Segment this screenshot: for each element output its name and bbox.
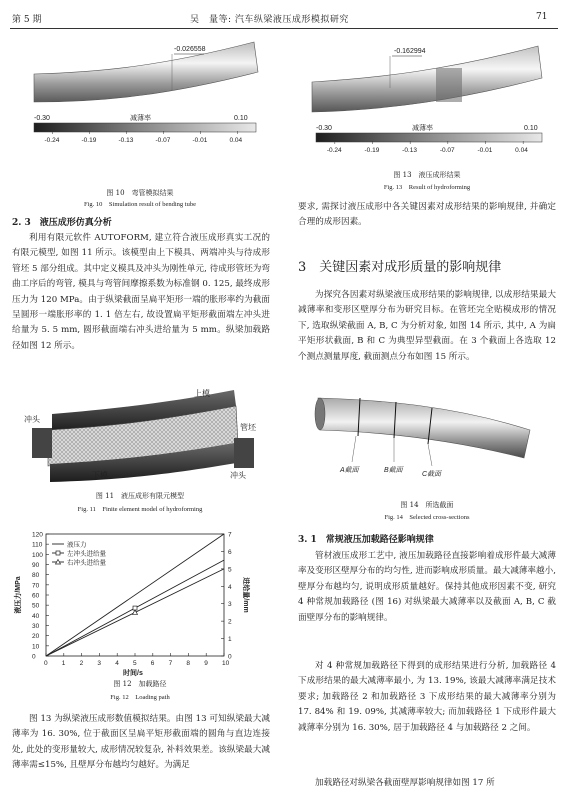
legend-label: 液压力 [67, 541, 87, 549]
scale-tick-label: -0.07 [155, 137, 171, 144]
x-tick-label: 4 [115, 660, 119, 667]
legend-label: 右冲头进给量 [67, 559, 106, 567]
y2-tick-label: 1 [228, 636, 232, 644]
x-tick-label: 5 [133, 660, 137, 667]
scale-tick-label: -0.01 [192, 137, 208, 144]
page-number: 71 [536, 12, 548, 22]
right-top-paragraph: 要求, 需探讨液压成形中各关键因素对成形结果的影响规律, 并确定合理的成形因素。 [298, 202, 556, 228]
y2-axis-label: 进给量/mm [242, 577, 249, 613]
series-marker-triangle [133, 610, 138, 615]
fig13-scale-title: 减薄率 [412, 125, 433, 132]
fig10-scale-ticks [45, 131, 243, 144]
y-tick-label: 20 [32, 633, 40, 641]
fig12-caption-en: Fig. 12 Loading path [110, 694, 170, 701]
running-title: 吴 量等: 汽车纵梁液压成形模拟研究 [190, 15, 349, 25]
x-tick-label: 0 [44, 660, 48, 667]
section-3-paragraph: 为探究各因素对纵梁液压成形结果的影响规律, 以成形结果最大减薄率和变形区壁厚分布为研究目标。在管坯完全贴模成形的情况下, 选取纵梁截面 A, B, C 为分析对象, 如图 14 所示, 其中, A 为扁平矩形状截面, B 和 C 为典型异型截面。在 3 个截面上各选取 12 个测点测量厚度, 截面测点分布如图 15 所示。 [298, 290, 556, 362]
fig14-caption-en: Fig. 14 Selected cross-sections [384, 514, 470, 521]
fig10-caption-en: Fig. 10 Simulation result of bending tube [84, 201, 196, 208]
y2-tick-label: 5 [228, 566, 232, 574]
fig14-label-a: A截面 [340, 467, 359, 474]
scale-tick-label: -0.19 [81, 137, 97, 144]
section-2-3-heading: 2. 3 液压成形仿真分析 [12, 218, 112, 228]
scale-tick-label: -0.19 [364, 147, 380, 154]
y-tick-label: 50 [32, 602, 40, 610]
figure-10 [12, 36, 268, 186]
y-tick-label: 30 [32, 623, 40, 630]
x-tick-label: 9 [204, 660, 208, 667]
x-tick-label: 7 [168, 660, 173, 667]
fe-model-image [22, 388, 262, 484]
figure-11 [22, 388, 262, 484]
fig11-caption-en: Fig. 11 Finite element model of hydroforming [77, 506, 203, 513]
section-3-1-paragraph-3: 加载路径对纵梁各截面壁厚影响规律如图 17 所 [315, 778, 495, 788]
fig10-color-scale [34, 123, 256, 132]
header-rule [10, 28, 558, 29]
x-tick-label: 1 [61, 660, 66, 667]
section-2-3-paragraph: 利用有限元软件 AUTOFORM, 建立符合液压成形真实工况的有限元模型, 如图 11 所示。该模型由上下模具、两端冲头与待成形管坯 5 部分组成。其中定义模具及冲头为刚性单元, 待成形管坯为弯曲工序后的弯管, 模具与弯管间摩擦系数为标准钢 0. 125, 最终成形压力为 120 MPa。由于纵梁截面呈扁平矩形一端的胀形率约为截面呈圆形一端胀形率的 1. 1 倍左右, 故设置扁平矩形截面端左冲头进给量为 5. 5 mm, 圆形截面端右冲头进给量为 5 mm。纵梁加载路径如图 12 所示。 [12, 233, 270, 351]
y-tick-label: 40 [32, 612, 40, 620]
y2-tick-label: 4 [228, 583, 232, 591]
figure-14 [304, 386, 544, 496]
fig14-label-c: C截面 [422, 471, 442, 478]
section-3-1-heading: 3. 1 常规液压加载路径影响规律 [298, 535, 434, 545]
x-axis-label: 时间/s [123, 670, 143, 677]
y-tick-label: 70 [32, 582, 40, 590]
fig13-scale-min: -0.30 [316, 125, 332, 132]
legend-label: 左冲头进给量 [67, 550, 106, 558]
fig10-caption-cn: 图 10 弯管模拟结果 [106, 189, 174, 197]
fig14-caption-cn: 图 14 所选截面 [400, 501, 454, 509]
y2-tick-label: 7 [228, 531, 232, 539]
section-3-1-paragraph-2: 对 4 种常规加载路径下得到的成形结果进行分析, 加载路径 4 下成形结果的最大减薄率最小, 为 13. 19%, 该最大减薄率满足技术要求; 加载路径 2 和加载路径 3 下成形结果的最大减薄率分别为 17. 84% 和 19. 09%, 其减薄率较大; 而加载路径 1 下成形件最大减薄率分别为 16. 30%, 居于加载路径 4 与加载路径 2 之间。 [298, 661, 556, 733]
y-tick-label: 120 [32, 531, 43, 539]
figure-13 [298, 36, 556, 166]
fig11-caption-cn: 图 11 液压成形有限元模型 [95, 492, 185, 500]
section-3-heading: 3 关键因素对成形质量的影响规律 [298, 260, 502, 275]
fig10-scale-max: 0.10 [234, 115, 248, 122]
y-tick-label: 0 [32, 653, 36, 661]
bending-tube-image [12, 36, 268, 186]
y-tick-label: 10 [32, 643, 40, 651]
scale-tick-label: 0.04 [515, 147, 528, 154]
fig11-label-punch-left: 冲头 [24, 415, 40, 424]
section-3-1-paragraph-1: 管材液压成形工艺中, 液压加载路径直接影响着成形件最大减薄率及变形区壁厚分布的均匀性, 进而影响成形质量。最大减薄率越小, 壁厚分布越均匀, 说明成形质量越好。保持其他成形因素不变, 研究 4 种常规加载路径 (图 16) 对纵梁最大减薄率以及截面 A, B, C 截面壁厚分布的影响规律。 [298, 551, 556, 623]
y-tick-label: 80 [32, 572, 40, 580]
fig12-caption-cn: 图 12 加载路径 [113, 680, 167, 688]
y2-tick-label: 6 [228, 548, 232, 556]
fig10-scale-title: 减薄率 [130, 115, 151, 122]
fig14-label-b: B截面 [384, 467, 403, 474]
y2-tick-label: 0 [228, 653, 232, 661]
scale-tick-label: -0.24 [44, 137, 60, 144]
scale-tick-label: -0.24 [326, 147, 342, 154]
y-tick-label: 60 [32, 592, 40, 600]
fig11-label-punch-right: 冲头 [230, 471, 246, 480]
y-tick-label: 100 [32, 551, 43, 559]
x-tick-label: 2 [79, 660, 84, 667]
scale-tick-label: -0.01 [477, 147, 493, 154]
x-tick-label: 6 [150, 660, 155, 667]
fig13-scale-max: 0.10 [524, 125, 538, 132]
fig13-value-label: -0.162994 [394, 48, 426, 55]
fig11-label-tube: 管坯 [240, 423, 256, 432]
fig11-label-upper: 上模 [194, 389, 210, 398]
y-tick-label: 90 [32, 562, 40, 569]
x-tick-label: 8 [186, 660, 191, 667]
y2-tick-label: 2 [228, 618, 232, 626]
scale-tick-label: -0.13 [402, 147, 417, 154]
y2-tick-label: 3 [228, 601, 232, 609]
fig10-value-label: -0.026558 [174, 46, 206, 53]
scale-tick-label: -0.13 [118, 137, 134, 144]
fig13-caption-en: Fig. 13 Result of hydroforming [383, 184, 471, 191]
y-axis-label: 液压力/MPa [15, 576, 22, 614]
fig13-caption-cn: 图 13 液压成形结果 [393, 171, 461, 179]
fig10-scale-min: -0.30 [34, 115, 50, 122]
issue-number: 第 5 期 [12, 15, 42, 25]
y-tick-label: 110 [32, 541, 43, 549]
hydroforming-result-image [298, 36, 556, 166]
scale-tick-label: 0.04 [229, 137, 243, 144]
fig11-label-lower: 下模 [92, 471, 108, 480]
loading-path-chart [12, 528, 270, 678]
x-tick-label: 10 [222, 660, 230, 667]
figure-12-chart [12, 528, 270, 678]
fig13-color-scale [316, 133, 542, 142]
scale-tick-label: -0.07 [439, 147, 455, 154]
selected-sections-image [304, 386, 544, 496]
left-bottom-paragraph: 图 13 为纵梁液压成形数值模拟结果。由图 13 可知纵梁最大减薄率为 16. 30%, 位于截面区呈扁平矩形截面端的圆角与直边连接处, 此处的变形量较大, 成形情况较复杂, 补料效果差。该纵梁最大减薄率需≤15%, 且壁厚分布越均匀越好。为满足 [12, 714, 270, 771]
x-tick-label: 3 [97, 660, 102, 667]
fig13-scale-ticks [327, 141, 528, 154]
legend-marker-square [56, 551, 60, 555]
